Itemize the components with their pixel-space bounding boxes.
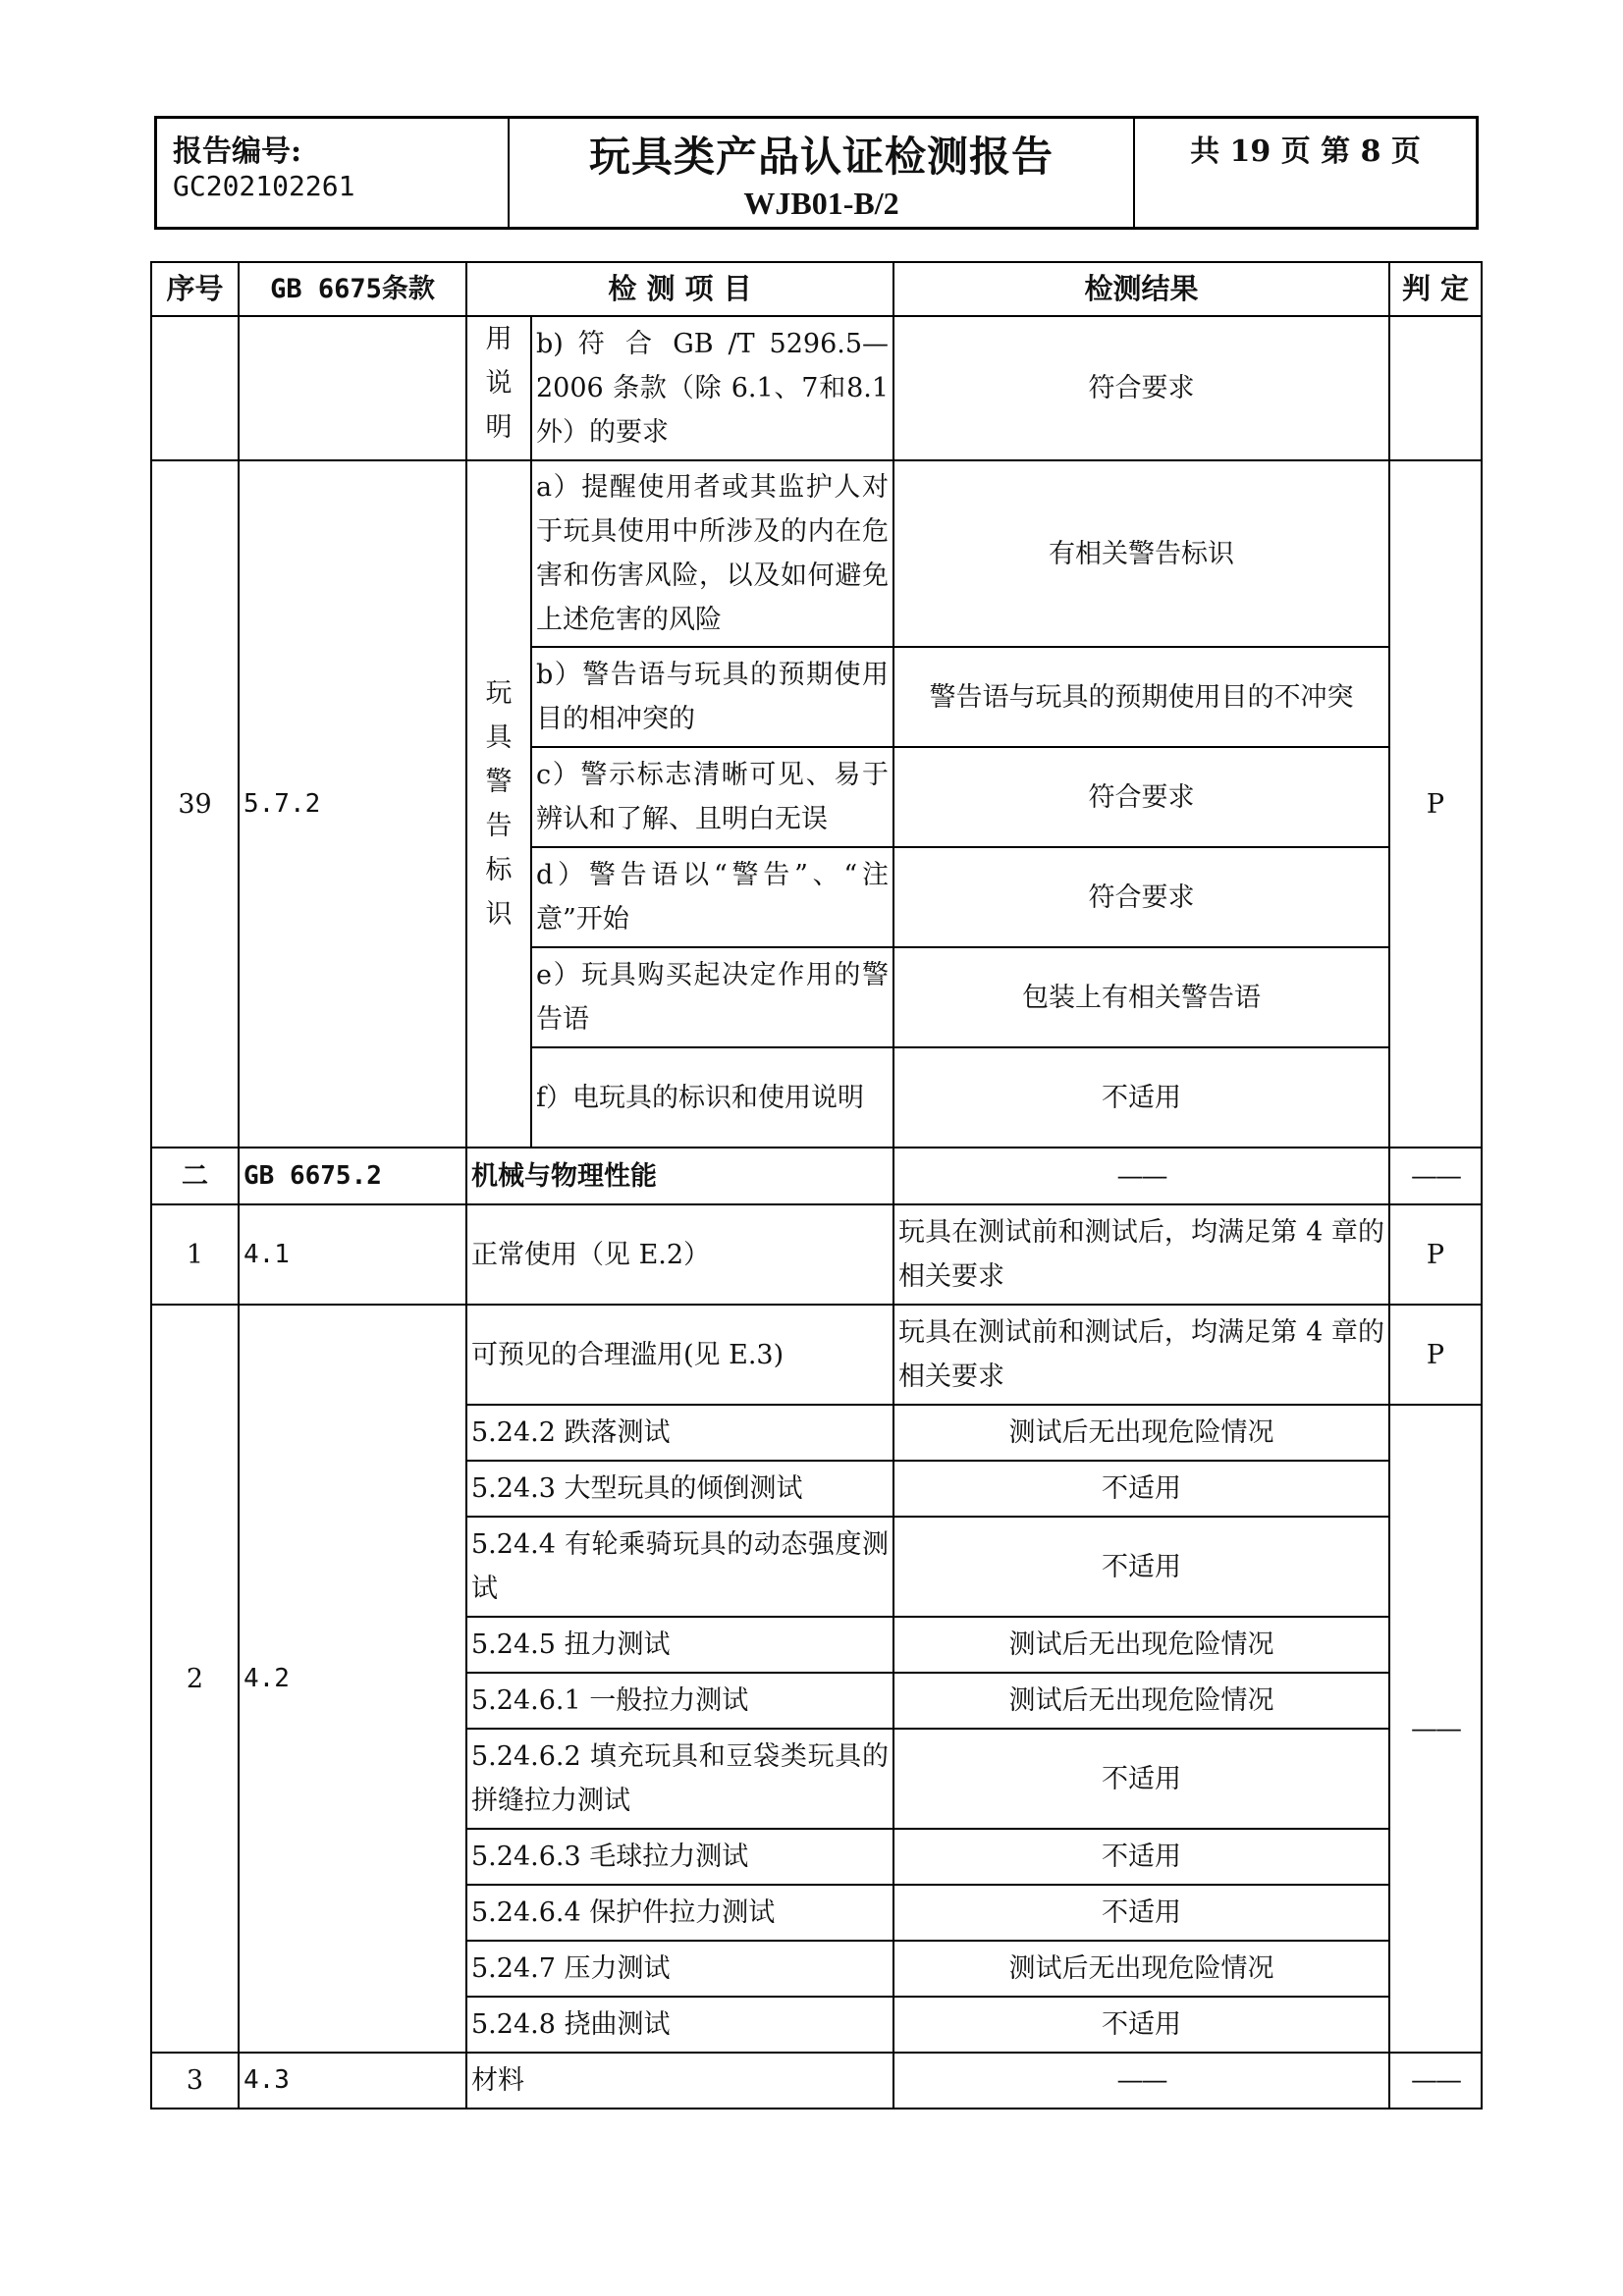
test-result: 符合要求 [893, 747, 1389, 847]
table-row [151, 316, 1482, 460]
test-item: 5.24.6.1 一般拉力测试 [466, 1673, 893, 1729]
table-row [151, 1148, 1482, 1204]
test-result: 玩具在测试前和测试后，均满足第 4 章的相关要求 [893, 1305, 1389, 1405]
col-header-verdict: 判 定 [1389, 262, 1482, 316]
test-item: 5.24.2 跌落测试 [466, 1405, 893, 1461]
test-item: 5.24.8 挠曲测试 [466, 1997, 893, 2053]
test-item: 5.24.5 扭力测试 [466, 1617, 893, 1673]
row-no: 3 [151, 2053, 239, 2109]
report-header [154, 116, 1479, 230]
test-item: e）玩具购买起决定作用的警告语 [531, 947, 893, 1047]
test-result: 不适用 [893, 1517, 1389, 1617]
test-item: 5.24.6.3 毛球拉力测试 [466, 1829, 893, 1885]
test-result: 不适用 [893, 1729, 1389, 1829]
test-item: f）电玩具的标识和使用说明 [531, 1047, 893, 1148]
row-clause: GB 6675.2 [239, 1148, 466, 1204]
test-item: 可预见的合理滥用(见 E.3) [466, 1305, 893, 1405]
report-number-value: GC202102261 [173, 170, 355, 202]
test-item: 5.24.6.4 保护件拉力测试 [466, 1885, 893, 1941]
table-row [151, 2053, 1482, 2109]
test-item: b）警告语与玩具的预期使用目的相冲突的 [531, 647, 893, 747]
test-item: d）警告语以“警告”、“注意”开始 [531, 847, 893, 947]
test-result: 符合要求 [893, 847, 1389, 947]
test-result: 测试后无出现危险情况 [893, 1673, 1389, 1729]
test-result: 不适用 [893, 1047, 1389, 1148]
test-item: c）警示标志清晰可见、易于辨认和了解、且明白无误 [531, 747, 893, 847]
col-header-clause: GB 6675条款 [239, 262, 466, 316]
test-item: a）提醒使用者或其监护人对于玩具使用中所涉及的内在危害和伤害风险，以及如何避免上述危害的风险 [531, 460, 893, 647]
verdict: —— [1389, 1148, 1482, 1204]
row-no: 39 [151, 460, 239, 1148]
row-no: 2 [151, 1305, 239, 2053]
report-title-cell [510, 119, 1135, 227]
page-info-cell [1135, 119, 1476, 227]
test-result: 测试后无出现危险情况 [893, 1941, 1389, 1997]
verdict: P [1389, 1204, 1482, 1305]
test-result: 不适用 [893, 1997, 1389, 2053]
row-clause: 4.3 [239, 2053, 466, 2109]
col-header-no: 序号 [151, 262, 239, 316]
test-result: 有相关警告标识 [893, 460, 1389, 647]
test-results-table [150, 261, 1483, 2109]
test-result: 玩具在测试前和测试后，均满足第 4 章的相关要求 [893, 1204, 1389, 1305]
row-no: 二 [151, 1148, 239, 1204]
test-item: 材料 [466, 2053, 893, 2109]
report-title: 玩具类产品认证检测报告 [588, 133, 1054, 181]
test-item: 5.24.6.2 填充玩具和豆袋类玩具的拼缝拉力测试 [466, 1729, 893, 1829]
test-result: 不适用 [893, 1829, 1389, 1885]
test-result: —— [893, 2053, 1389, 2109]
row-clause: 5.7.2 [239, 460, 466, 1148]
verdict [1389, 316, 1482, 460]
test-result: 测试后无出现危险情况 [893, 1405, 1389, 1461]
table-row [151, 460, 1482, 647]
test-result: 不适用 [893, 1885, 1389, 1941]
report-number-label: 报告编号: [173, 134, 302, 169]
row-no: 1 [151, 1204, 239, 1305]
report-number-cell [157, 119, 510, 227]
test-result: —— [893, 1148, 1389, 1204]
group-label-warning: 玩 具 警 告 标 识 [466, 460, 531, 1148]
table-row [151, 1204, 1482, 1305]
verdict: P [1389, 1305, 1482, 1405]
verdict: —— [1389, 2053, 1482, 2109]
row-clause [239, 316, 466, 460]
row-clause: 4.1 [239, 1204, 466, 1305]
test-item: 正常使用（见 E.2） [466, 1204, 893, 1305]
form-code: WJB01-B/2 [743, 186, 899, 221]
test-result: 测试后无出现危险情况 [893, 1617, 1389, 1673]
col-header-result: 检测结果 [893, 262, 1389, 316]
page-info: 共 19 页 第 8 页 [1190, 134, 1421, 169]
test-item: 机械与物理性能 [466, 1148, 893, 1204]
test-result: 不适用 [893, 1461, 1389, 1517]
test-result: 符合要求 [893, 316, 1389, 460]
test-item: b) 符 合 GB /T 5296.5—2006 条款（除 6.1、7和8.1外）的要求 [531, 316, 893, 460]
row-clause: 4.2 [239, 1305, 466, 2053]
col-header-item: 检 测 项 目 [466, 262, 893, 316]
verdict: —— [1389, 1405, 1482, 2053]
table-row [151, 1305, 1482, 1405]
test-item: 5.24.3 大型玩具的倾倒测试 [466, 1461, 893, 1517]
test-item: 5.24.7 压力测试 [466, 1941, 893, 1997]
table-header-row [151, 262, 1482, 316]
test-result: 警告语与玩具的预期使用目的不冲突 [893, 647, 1389, 747]
row-no [151, 316, 239, 460]
verdict: P [1389, 460, 1482, 1148]
group-label-usage: 用 说 明 [466, 316, 531, 460]
test-result: 包装上有相关警告语 [893, 947, 1389, 1047]
test-item: 5.24.4 有轮乘骑玩具的动态强度测试 [466, 1517, 893, 1617]
